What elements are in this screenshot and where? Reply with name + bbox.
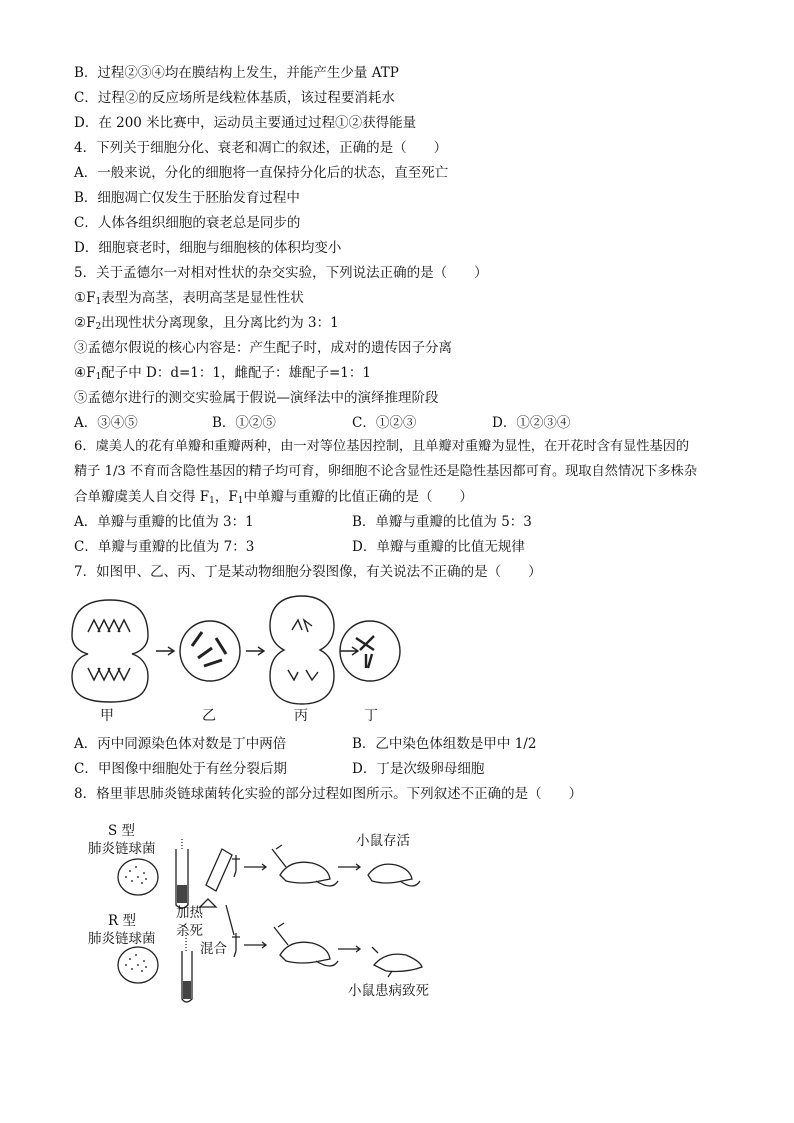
q7-option-a: A．丙中同源染色体对数是丁中两倍 xyxy=(74,736,287,752)
mouse-2 xyxy=(280,942,338,966)
q4-option-c: C．人体各组织细胞的衰老总是同步的 xyxy=(74,215,301,231)
label-jia: 甲 xyxy=(100,708,114,724)
q8-stem: 8．格里菲思肺炎链球菌转化实验的部分过程如图所示。下列叙述不正确的是（ ） xyxy=(74,786,583,802)
s-type-label-2: 肺炎链球菌 xyxy=(88,841,156,857)
q6-option-c: C．单瓣与重瓣的比值为 7：3 xyxy=(74,539,255,555)
q5-statement-4 xyxy=(74,364,371,386)
s-type-label-1: S 型 xyxy=(108,823,136,839)
cell-jia xyxy=(72,600,148,702)
q6-l3-mid: ，F xyxy=(214,489,238,505)
syringe-1 xyxy=(232,855,240,877)
q6-stem-line-1: 6．虞美人的花有单瓣和重瓣两种，由一对等位基因控制，且单瓣对重瓣为显性，在开花时含有显性基因的 xyxy=(74,439,690,454)
heated-tube xyxy=(206,849,232,891)
q4-stem: 4．下列关于细胞分化、衰老和凋亡的叙述，正确的是（ ） xyxy=(74,140,448,156)
label-ding: 丁 xyxy=(364,708,378,724)
q6-stem-line-2: 精子 1/3 不育而含隐性基因的精子均可育，卵细胞不论含显性还是隐性基因都可育。现取自然情况下多株杂 xyxy=(74,464,698,479)
q5-s1-pre: ①F xyxy=(74,290,96,306)
q6-option-b: B．单瓣与重瓣的比值为 5：3 xyxy=(352,514,532,530)
q6-stem-line-3 xyxy=(74,488,473,510)
label-bing: 丙 xyxy=(294,708,308,724)
q5-option-a: A．③④⑤ xyxy=(74,415,138,431)
q7-option-b: B．乙中染色体组数是甲中 1/2 xyxy=(352,736,537,752)
label-yi: 乙 xyxy=(202,708,216,724)
q3-option-d: D．在 200 米比赛中，运动员主要通过过程①②获得能量 xyxy=(74,115,417,131)
survive-label: 小鼠存活 xyxy=(356,833,410,849)
cell-yi xyxy=(180,621,240,681)
q5-s1-sub: 1 xyxy=(95,297,102,307)
q6-l3-pre: 合单瓣虞美人自交得 F xyxy=(74,489,210,505)
q5-option-b: B．①②⑤ xyxy=(212,415,276,431)
q5-s4-pre: ④F xyxy=(74,365,96,381)
mouse-dead xyxy=(372,947,422,977)
griffith-experiment-figure xyxy=(76,815,446,1005)
syringe-4 xyxy=(274,923,288,945)
r-type-label-2: 肺炎链球菌 xyxy=(88,931,156,947)
q7-option-d: D．丁是次级卵母细胞 xyxy=(352,761,485,777)
syringe-2 xyxy=(232,933,240,957)
q5-stem: 5．关于孟德尔一对相对性状的杂交实验，下列说法正确的是（ ） xyxy=(74,265,488,281)
q5-s1-post: 表型为高茎，表明高茎是显性性状 xyxy=(101,290,304,306)
q6-option-d: D．单瓣与重瓣的比值无规律 xyxy=(352,539,525,555)
q3-option-b: B．过程②③④均在膜结构上发生，并能产生少量 ATP xyxy=(74,65,399,81)
q5-statement-1 xyxy=(74,289,304,311)
cell-bing xyxy=(270,596,334,704)
q4-option-a: A．一般来说，分化的细胞将一直保持分化后的状态，直至死亡 xyxy=(74,165,449,181)
mouse-1 xyxy=(280,862,338,886)
q5-s4-post: 配子中 D：d=1：1，雌配子：雄配子=1：1 xyxy=(101,365,371,381)
q5-s4-sub: 1 xyxy=(95,372,102,382)
die-label: 小鼠患病致死 xyxy=(348,983,429,999)
q6-option-a: A．单瓣与重瓣的比值为 3：1 xyxy=(74,514,254,530)
mix-label: 混合 xyxy=(200,941,227,957)
cell-division-figure xyxy=(70,588,410,728)
q5-statement-3: ③孟德尔假说的核心内容是：产生配子时，成对的遗传因子分离 xyxy=(74,340,452,356)
q6-l3-sub2: 1 xyxy=(237,496,244,506)
q5-option-d: D．①②③④ xyxy=(492,415,571,431)
q5-statement-5: ⑤孟德尔进行的测交实验属于假说—演绎法中的演绎推理阶段 xyxy=(74,390,439,406)
heat-label-1: 加热 xyxy=(176,905,203,921)
heat-label-2: 杀死 xyxy=(176,923,203,939)
q6-l3-post: 中单瓣与重瓣的比值正确的是（ ） xyxy=(243,489,474,505)
q5-s2-post: 出现性状分离现象，且分离比约为 3：1 xyxy=(101,315,339,331)
q6-l3-sub1: 1 xyxy=(209,496,215,506)
q7-option-c: C．甲图像中细胞处于有丝分裂后期 xyxy=(74,761,287,777)
q5-option-c: C．①②③ xyxy=(352,415,417,431)
mouse-survive xyxy=(368,864,420,886)
r-type-label-1: R 型 xyxy=(108,913,136,929)
q3-option-c: C．过程②的反应场所是线粒体基质，该过程要消耗水 xyxy=(74,90,395,106)
syringe-3 xyxy=(272,845,286,867)
q4-option-d: D．细胞衰老时，细胞与细胞核的体积均变小 xyxy=(74,240,342,256)
q5-statement-2 xyxy=(74,314,339,336)
q7-stem: 7．如图甲、乙、丙、丁是某动物细胞分裂图像，有关说法不正确的是（ ） xyxy=(74,564,542,580)
q4-option-b: B．细胞凋亡仅发生于胚胎发育过程中 xyxy=(74,190,300,206)
q5-s2-sub: 2 xyxy=(95,322,102,332)
q5-s2-pre: ②F xyxy=(74,315,96,331)
